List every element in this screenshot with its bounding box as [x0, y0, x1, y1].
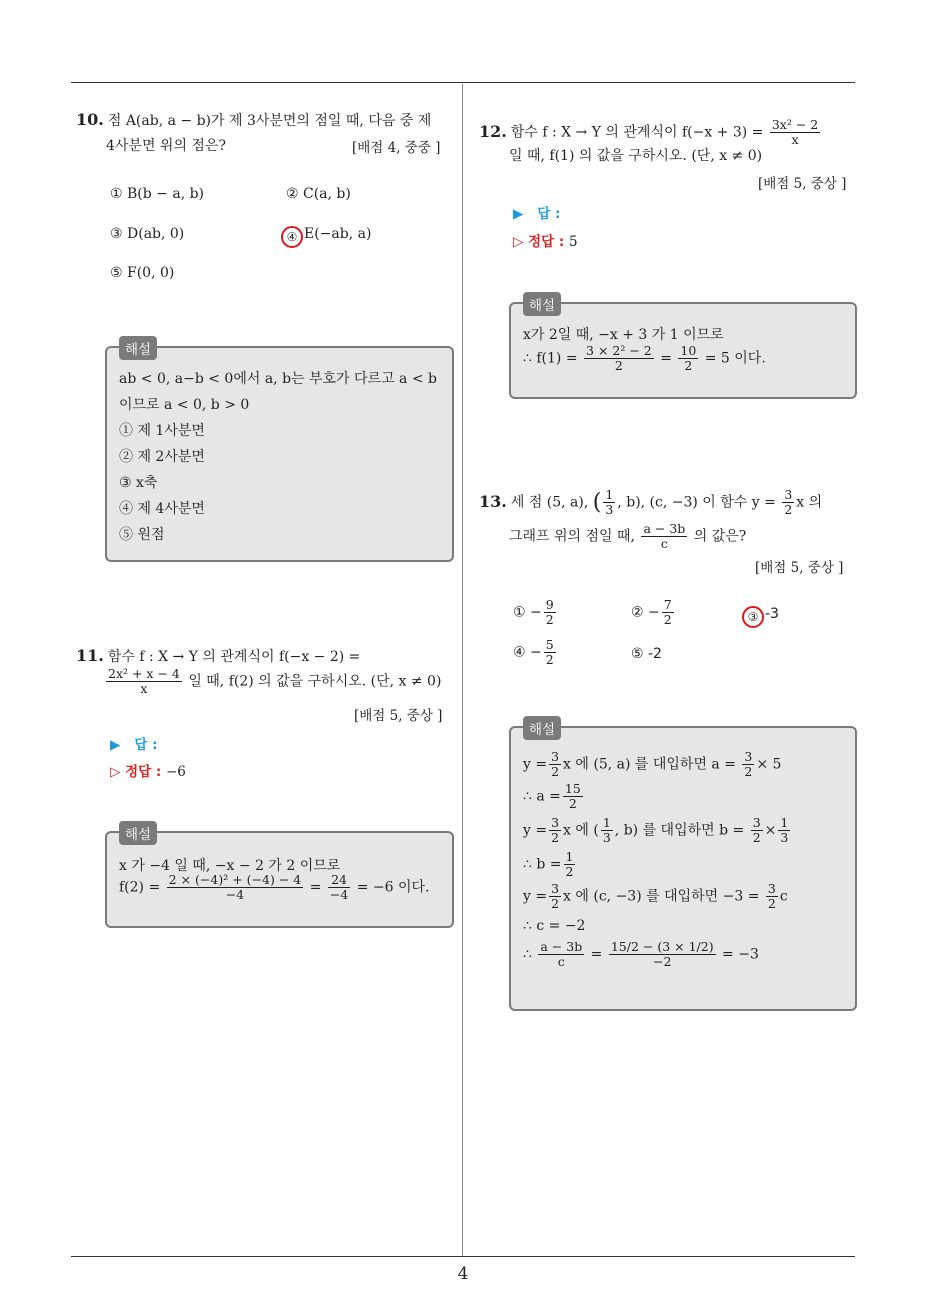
choice-5[interactable]: ⑤ F(0, 0)	[110, 265, 175, 281]
score-meta: [배점 5, 중상 ]	[758, 176, 847, 192]
solution-line: y = $\frac{3}{2}$ x 에 (c, −3) 를 대입하면 −3 = $\frac{3}{2}$ c	[523, 881, 788, 911]
question-text: 그래프 위의 점일 때, $\frac{a - 3b}{c}$ 의 값은?	[509, 521, 747, 551]
solution-box	[105, 827, 454, 928]
question-text: 점 A(ab, a − b)가 제 3사분면의 점일 때, 다음 중 제	[107, 113, 432, 129]
choice-3[interactable]: ③ -3	[744, 606, 779, 628]
solution-tag: 해설	[523, 292, 561, 316]
page-number: 4	[457, 1264, 469, 1284]
question-number: 10.	[76, 110, 104, 129]
question-text: 함수 f : X → Y 의 관계식이 f(−x − 2) =	[107, 649, 361, 665]
solution-box	[509, 298, 857, 399]
solution-line: ⑤ 원점	[119, 527, 165, 543]
choice-5[interactable]: ⑤ -2	[631, 646, 662, 662]
score-meta: [배점 4, 중중 ]	[352, 140, 441, 156]
choice-2[interactable]: ② − $\frac{7}{2}$	[631, 597, 672, 627]
question-text: 4사분면 위의 점은?	[106, 138, 226, 154]
question-11-line2: $\frac{\text{2x² + x − 4}}{x}$ 일 때, f(2) 의 값을 구하시오. (단, x ≠ 0)	[108, 666, 442, 696]
solution-line: y = $\frac{3}{2}$ x 에 ( $\frac{1}{3}$ , b) 를 대입하면 b = $\frac{3}{2}$ × $\frac{1}{3}$	[523, 815, 789, 845]
choice-4[interactable]: ④ E(−ab, a)	[283, 226, 371, 248]
solution-line: ① 제 1사분면	[119, 423, 205, 439]
question-number: 11.	[76, 646, 104, 665]
solution-line: ∴ c = −2	[523, 918, 586, 934]
question-text: 일 때, f(1) 의 값을 구하시오. (단, x ≠ 0)	[509, 148, 763, 164]
solution-line: ∴ b = $\frac{1}{2}$	[523, 849, 574, 879]
solution-line: ab < 0, a−b < 0에서 a, b는 부호가 다르고 a < b	[119, 371, 437, 387]
score-meta: [배점 5, 중상 ]	[755, 560, 844, 576]
question-number: 13.	[479, 491, 507, 511]
play-icon: ▶	[110, 737, 121, 753]
score-meta: [배점 5, 중상 ]	[354, 708, 443, 724]
answer-circle-icon: ④	[281, 226, 303, 248]
choice-1[interactable]: ① B(b − a, b)	[110, 186, 205, 202]
solution-line: ∴ $\frac{a - 3b}{c}$ = $\frac{15/2 - (3 \times 1/2)}{-2}$ = −3	[523, 939, 759, 969]
question-text: 일 때, f(2) 의 값을 구하시오. (단, x ≠ 0)	[188, 673, 442, 690]
solution-line: y = $\frac{3}{2}$ x 에 (5, a) 를 대입하면 a = $\frac{3}{2}$ × 5	[523, 749, 782, 779]
answer-line: ▶ 답 :	[110, 737, 158, 753]
question-13: 13. 세 점 (5, a), ( $\frac{1}{3}$ , b), (c, −3) 이 함수 y = $\frac{3}{2}$ x 의	[479, 487, 823, 517]
choice-4[interactable]: ④ − $\frac{5}{2}$	[513, 637, 554, 667]
solution-line: ∴ a = $\frac{15}{2}$	[523, 781, 581, 811]
answer-line: ▶ 답 :	[513, 206, 561, 222]
solution-tag: 해설	[523, 716, 561, 740]
question-12: 12. 함수 f : X → Y 의 관계식이 f(−x + 3) = $\frac{\text{3x² − 2}}{x}$	[479, 117, 819, 147]
play-icon: ▶	[513, 206, 524, 222]
correct-answer: ▷ 정답 : 5	[513, 234, 578, 250]
solution-line: f(2) = $\frac{\text{2 × (−4)² + (−4) − 4}}{-4}$ = $\frac{24}{-4}$ = −6 이다.	[119, 872, 430, 902]
question-text: 함수 f : X → Y 의 관계식이 f(−x + 3) =	[510, 124, 764, 141]
answer-circle-icon: ③	[742, 606, 764, 628]
choice-1[interactable]: ① − $\frac{9}{2}$	[513, 597, 554, 627]
solution-line: ④ 제 4사분면	[119, 501, 205, 517]
question-number: 12.	[479, 121, 507, 141]
bottom-rule	[71, 1256, 855, 1257]
solution-line: 이므로 a < 0, b > 0	[119, 397, 250, 413]
solution-line: x 가 −4 일 때, −x − 2 가 2 이므로	[119, 858, 341, 874]
solution-tag: 해설	[119, 821, 157, 845]
solution-line: ③ x축	[119, 475, 158, 491]
solution-line: ∴ f(1) = $\frac{\text{3 × 2² − 2}}{2}$ = $\frac{10}{2}$ = 5 이다.	[523, 343, 766, 373]
solution-line: ② 제 2사분면	[119, 449, 205, 465]
choice-2[interactable]: ② C(a, b)	[286, 186, 351, 202]
solution-box	[509, 722, 857, 1011]
top-rule	[71, 82, 855, 83]
correct-answer: ▷ 정답 : −6	[110, 764, 186, 780]
column-divider	[462, 84, 463, 1256]
solution-box	[105, 342, 454, 562]
choice-3[interactable]: ③ D(ab, 0)	[110, 226, 185, 242]
solution-line: x가 2일 때, −x + 3 가 1 이므로	[523, 327, 724, 343]
solution-tag: 해설	[119, 336, 157, 360]
